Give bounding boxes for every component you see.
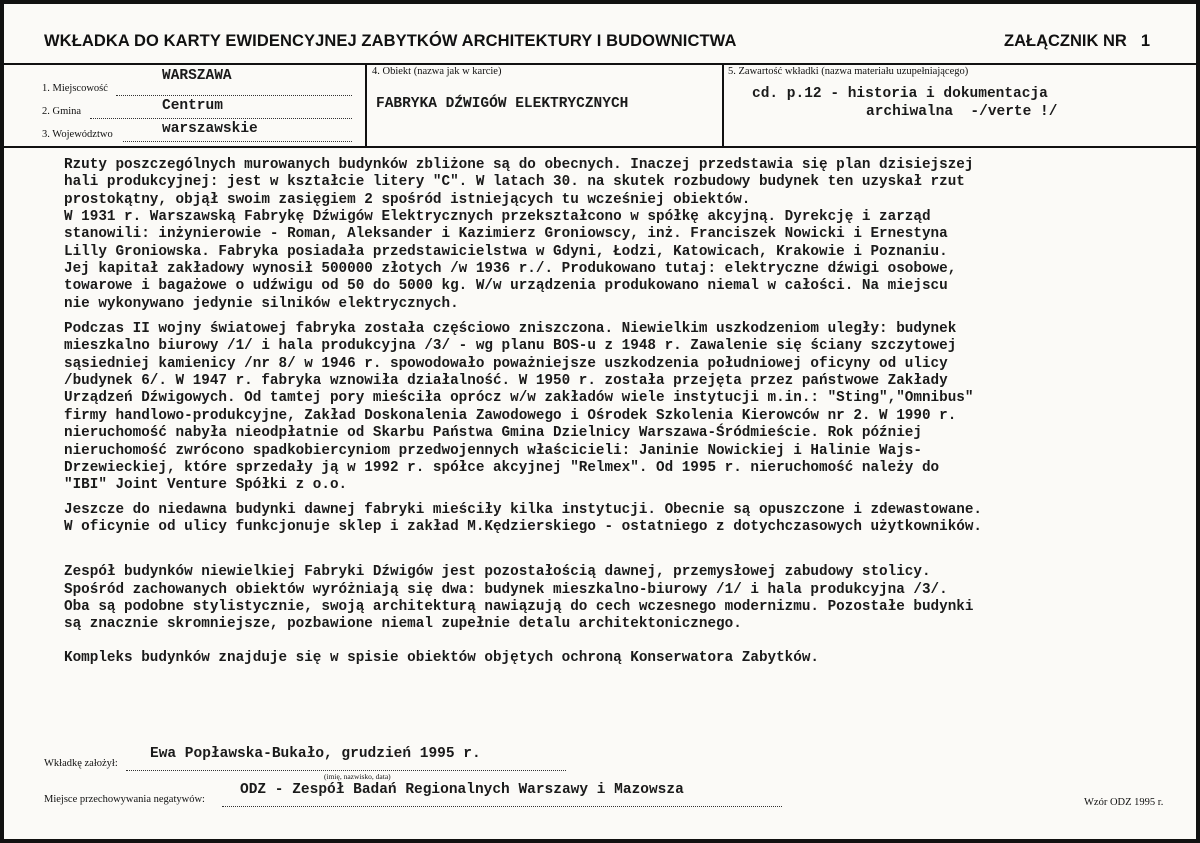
annex-label: ZAŁĄCZNIK NR [1004,32,1127,50]
body-paragraph-war: Podczas II wojny światowej fabryka została częściowo zniszczona. Niewielkim uszkodzeniom uległy: budynek mieszkalno biurowy /1/ i hala produkcyjna /3/ - wg planu BOS-u z 1948 r. Zawalenie się ściany szczytowej sąsiedniej kamienicy /nr 8/ w 1946 r. spowodowało poważniejsze uszkodzenia południowej oficyny od ulicy /budynek 6/. W 1947 r. fabryka wznowiła działalność. W 1950 r. została przejęta przez państwowe Zakłady Urządzeń Dźwigowych. Od tamtej pory mieściła oprócz w/w zakładów wiele instytucji m.in.: "Sting","Omnibus" firmy handlowo-produkcyjne, Zakład Doskonalenia Zawodowego i Ośrodek Szkolenia Kierowców nr 2. W 1990 r. nieruchomość nabyła nieodpłatnie od Skarbu Państwa Gmina Dzielnicy Warszawa-Śródmieście. Rok później nieruchomość zwrócono spadkobiercyniom przedwojennych właścicieli: Janinie Nowickiej i Halinie Wajs- Drzewieckiej, które sprzedały ją w 1992 r. spółce akcyjnej "Relmex". Od 1995 r. nieruchomość należy do "IBI" Joint Venture Spółki z o.o. [64,321,974,494]
form-version: Wzór ODZ 1995 r. [1084,797,1164,808]
column-divider-2 [722,63,724,148]
contents-label: 5. Zawartość wkładki (nazwa materiału uzupełniającego) [728,66,969,77]
body-paragraph-assessment: Zespół budynków niewielkiej Fabryki Dźwigów jest pozostałością dawnej, przemysłowej zabudowy stolicy. Spośród zachowanych obiektów wyróżniają się dwa: budynek mieszkalno-biurowy /1/ i hala produkcyjna /3/. Oba są podobne stylistycznie, swoją architekturą nawiązują do cech wczesnego modernizmu. Pozostałe budynki są znacznie skromniejsze, pozbawione niemal zupełnie detalu architektonicznego. [64,564,974,633]
card-body [64,157,1184,667]
body-paragraph-protection: Kompleks budynków znajduje się w spisie obiektów objętych ochroną Konserwatora Zabytków. [64,649,819,666]
contents-line-2: archiwalna -/verte !/ [866,104,1058,120]
author-value: Ewa Popławska-Bukało, grudzień 1995 r. [150,746,481,762]
object-value: FABRYKA DŹWIGÓW ELEKTRYCZNYCH [376,96,629,112]
author-label: Wkładkę założył: [44,758,118,769]
annex-indicator [1004,32,1150,51]
locality-line [116,95,352,96]
body-paragraph-current-state: Jeszcze do niedawna budynki dawnej fabryki mieściły kilka instytucji. Obecnie są opuszczone i zdewastowane. W oficynie od ulicy funkcjonuje sklep i zakład M.Kędzierskiego - ostatniego z dotychczasowych użytkowników. [64,501,983,535]
column-divider-1 [365,63,367,148]
storage-label: Miejsce przechowywania negatywów: [44,794,205,805]
locality-label: 1. Miejscowość [42,83,108,94]
annex-number: 1 [1140,32,1151,50]
header-top-rule [4,63,1196,65]
card-title: WKŁADKA DO KARTY EWIDENCYJNEJ ZABYTKÓW ARCHITEKTURY I BUDOWNICTWA [44,32,737,50]
body-paragraph-history: Rzuty poszczególnych murowanych budynków zbliżone są do obecnych. Inaczej przedstawia się plan dzisiejszej hali produkcyjnej: jest w kształcie litery "C". W latach 30. na skutek rozbudowy budynek ten uzyskał rzut prostokątny, objął swoim zasięgiem 2 spośród istniejących tu wcześniej obiektów. W 1931 r. Warszawską Fabrykę Dźwigów Elektrycznych przekształcono w spółkę akcyjną. Dyrekcję i zarząd stanowili: inżynierowie - Roman, Aleksander i Kazimierz Groniowscy, inż. Franciszek Nowicki i Ernestyna Lilly Groniowska. Fabryka posiadała przedstawicielstwa w Gdyni, Łodzi, Katowicach, Krakowie i Poznaniu. Jej kapitał zakładowy wynosił 500000 złotych /w 1936 r./. Produkowano tutaj: elektryczne dźwigi osobowe, towarowe i bagażowe o udźwigu od 50 do 5000 kg. W/w urządzenia produkowano niemal w całości. Na miejscu nie wykonywano jedynie silników elektrycznych. [64,157,974,312]
commune-label: 2. Gmina [42,106,82,117]
voivodeship-value: warszawskie [162,121,258,137]
locality-value: WARSZAWA [162,68,232,84]
author-line [126,770,566,771]
voivodeship-label: 3. Województwo [42,129,113,140]
object-label: 4. Obiekt (nazwa jak w karcie) [372,66,502,77]
contents-line-1: cd. p.12 - historia i dokumentacja [752,86,1048,102]
author-note: (imię, nazwisko, data) [324,772,391,781]
commune-value: Centrum [162,98,223,114]
storage-value: ODZ - Zespół Badań Regionalnych Warszawy i Mazowsza [240,782,684,798]
commune-line [90,118,352,119]
header-bottom-rule [4,146,1196,148]
voivodeship-line [123,141,352,142]
storage-line [222,806,782,807]
